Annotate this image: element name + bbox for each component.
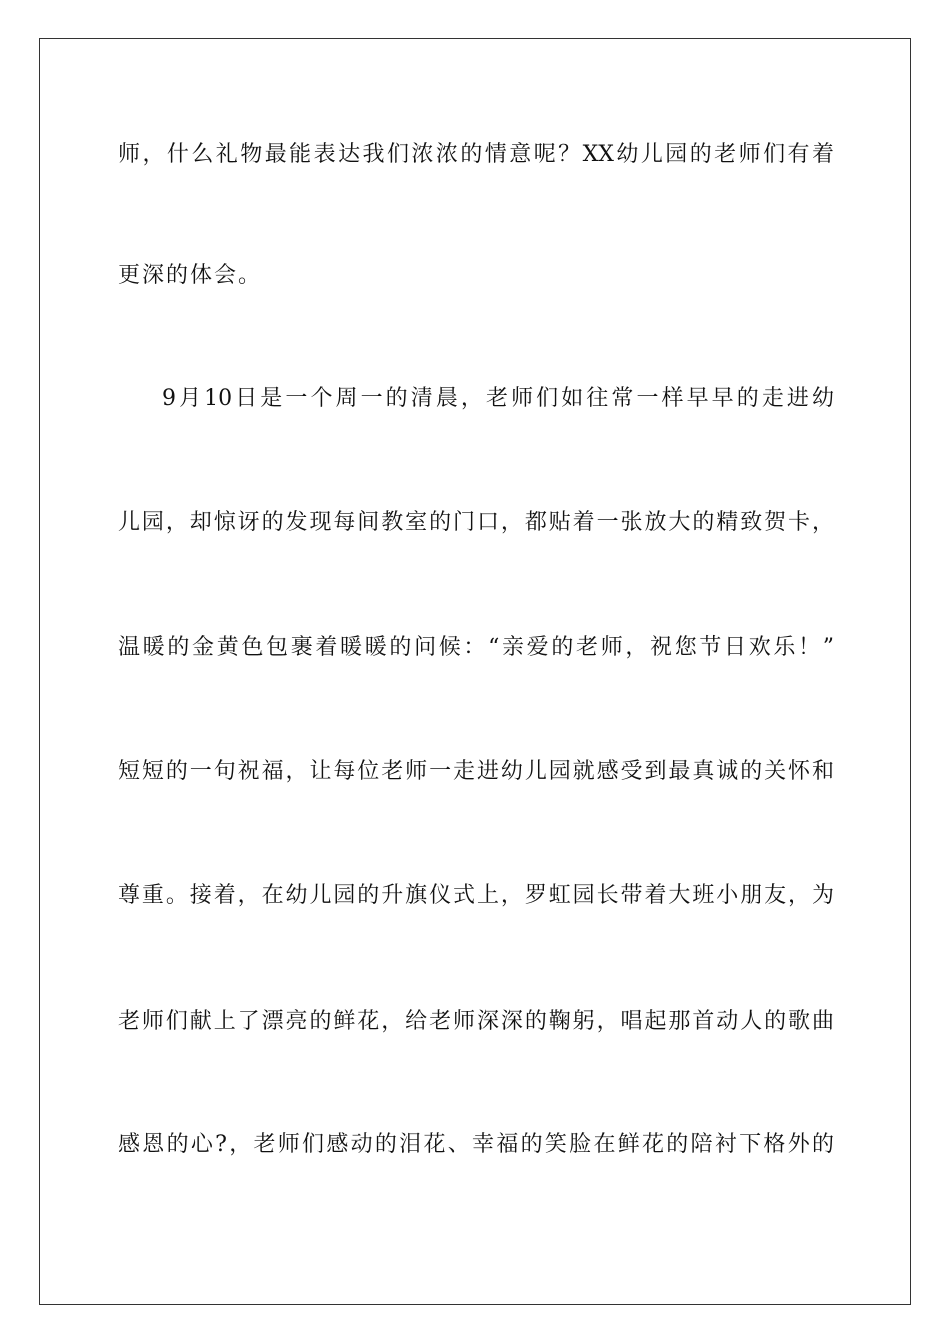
paragraph-line-5: 温暖的金黄色包裹着暖暖的问候：“亲爱的老师，祝您节日欢乐！” — [118, 635, 834, 660]
paragraph-line-9: 感恩的心?，老师们感动的泪花、幸福的笑脸在鲜花的陪衬下格外的 — [118, 1132, 834, 1157]
page-border — [39, 38, 911, 1305]
paragraph-line-1: 师，什么礼物最能表达我们浓浓的情意呢？XX幼儿园的老师们有着 — [118, 142, 834, 167]
paragraph-line-4: 儿园，却惊讶的发现每间教室的门口，都贴着一张放大的精致贺卡， — [118, 510, 834, 535]
paragraph-line-3: 9月10日是一个周一的清晨，老师们如往常一样早早的走进幼 — [162, 386, 834, 411]
paragraph-line-8: 老师们献上了漂亮的鲜花，给老师深深的鞠躬，唱起那首动人的歌曲 — [118, 1009, 834, 1034]
paragraph-line-6: 短短的一句祝福，让每位老师一走进幼儿园就感受到最真诚的关怀和 — [118, 759, 834, 784]
paragraph-line-7: 尊重。接着，在幼儿园的升旗仪式上，罗虹园长带着大班小朋友，为 — [118, 883, 834, 908]
paragraph-line-2: 更深的体会。 — [118, 263, 263, 288]
